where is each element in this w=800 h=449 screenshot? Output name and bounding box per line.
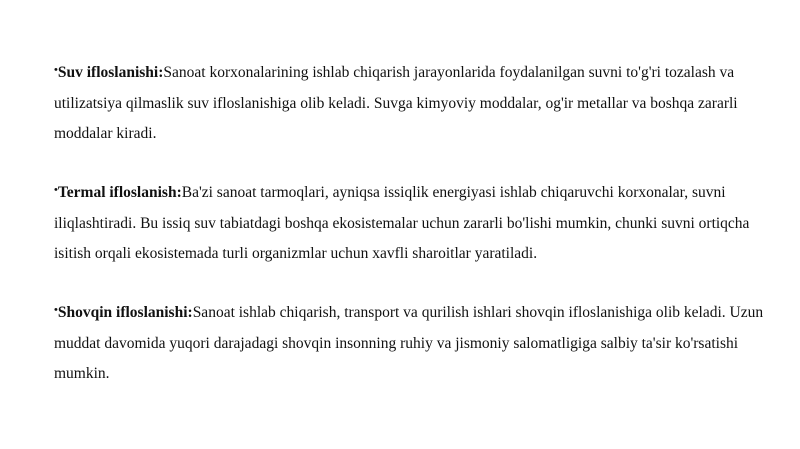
term-water-pollution: Suv ifloslanishi: bbox=[57, 64, 164, 81]
text-thermal-pollution: Ba'zi sanoat tarmoqlari, ayniqsa issiqlik energiyasi ishlab chiqaruvchi korxonalar, suvni iliqlashtiradi. Bu issiq suv tabiatdagi boshqa ekosistemalar uchun zararli bo'lishi mumkin, chunki suvni ortiqcha isitish orqali ekosistemada turli organizmlar uchun xavfli sharoitlar yaratiladi. bbox=[54, 184, 750, 262]
bullet-icon: • bbox=[54, 64, 58, 76]
text-water-pollution: Sanoat korxonalarining ishlab chiqarish jarayonlarida foydalanilgan suvni to'g'ri tozalash va utilizatsiya qilmaslik suv ifloslanishiga olib keladi. Suvga kimyoviy moddalar, og'ir metallar va boshqa zararli moddalar kiradi. bbox=[54, 64, 738, 142]
paragraph-thermal-pollution bbox=[54, 178, 770, 269]
bullet-icon: • bbox=[54, 304, 58, 316]
term-thermal-pollution: Termal ifloslanish: bbox=[57, 184, 182, 201]
bullet-icon: • bbox=[54, 184, 58, 196]
text-noise-pollution: Sanoat ishlab chiqarish, transport va qurilish ishlari shovqin ifloslanishiga olib keladi. Uzun muddat davomida yuqori darajadagi shovqin insonning ruhiy va jismoniy salomatligiga salbiy ta'sir ko'rsatishi mumkin. bbox=[54, 304, 764, 382]
paragraph-noise-pollution bbox=[54, 298, 770, 389]
term-noise-pollution: Shovqin ifloslanishi: bbox=[57, 304, 193, 321]
slide-content bbox=[54, 58, 770, 418]
paragraph-water-pollution bbox=[54, 58, 770, 149]
